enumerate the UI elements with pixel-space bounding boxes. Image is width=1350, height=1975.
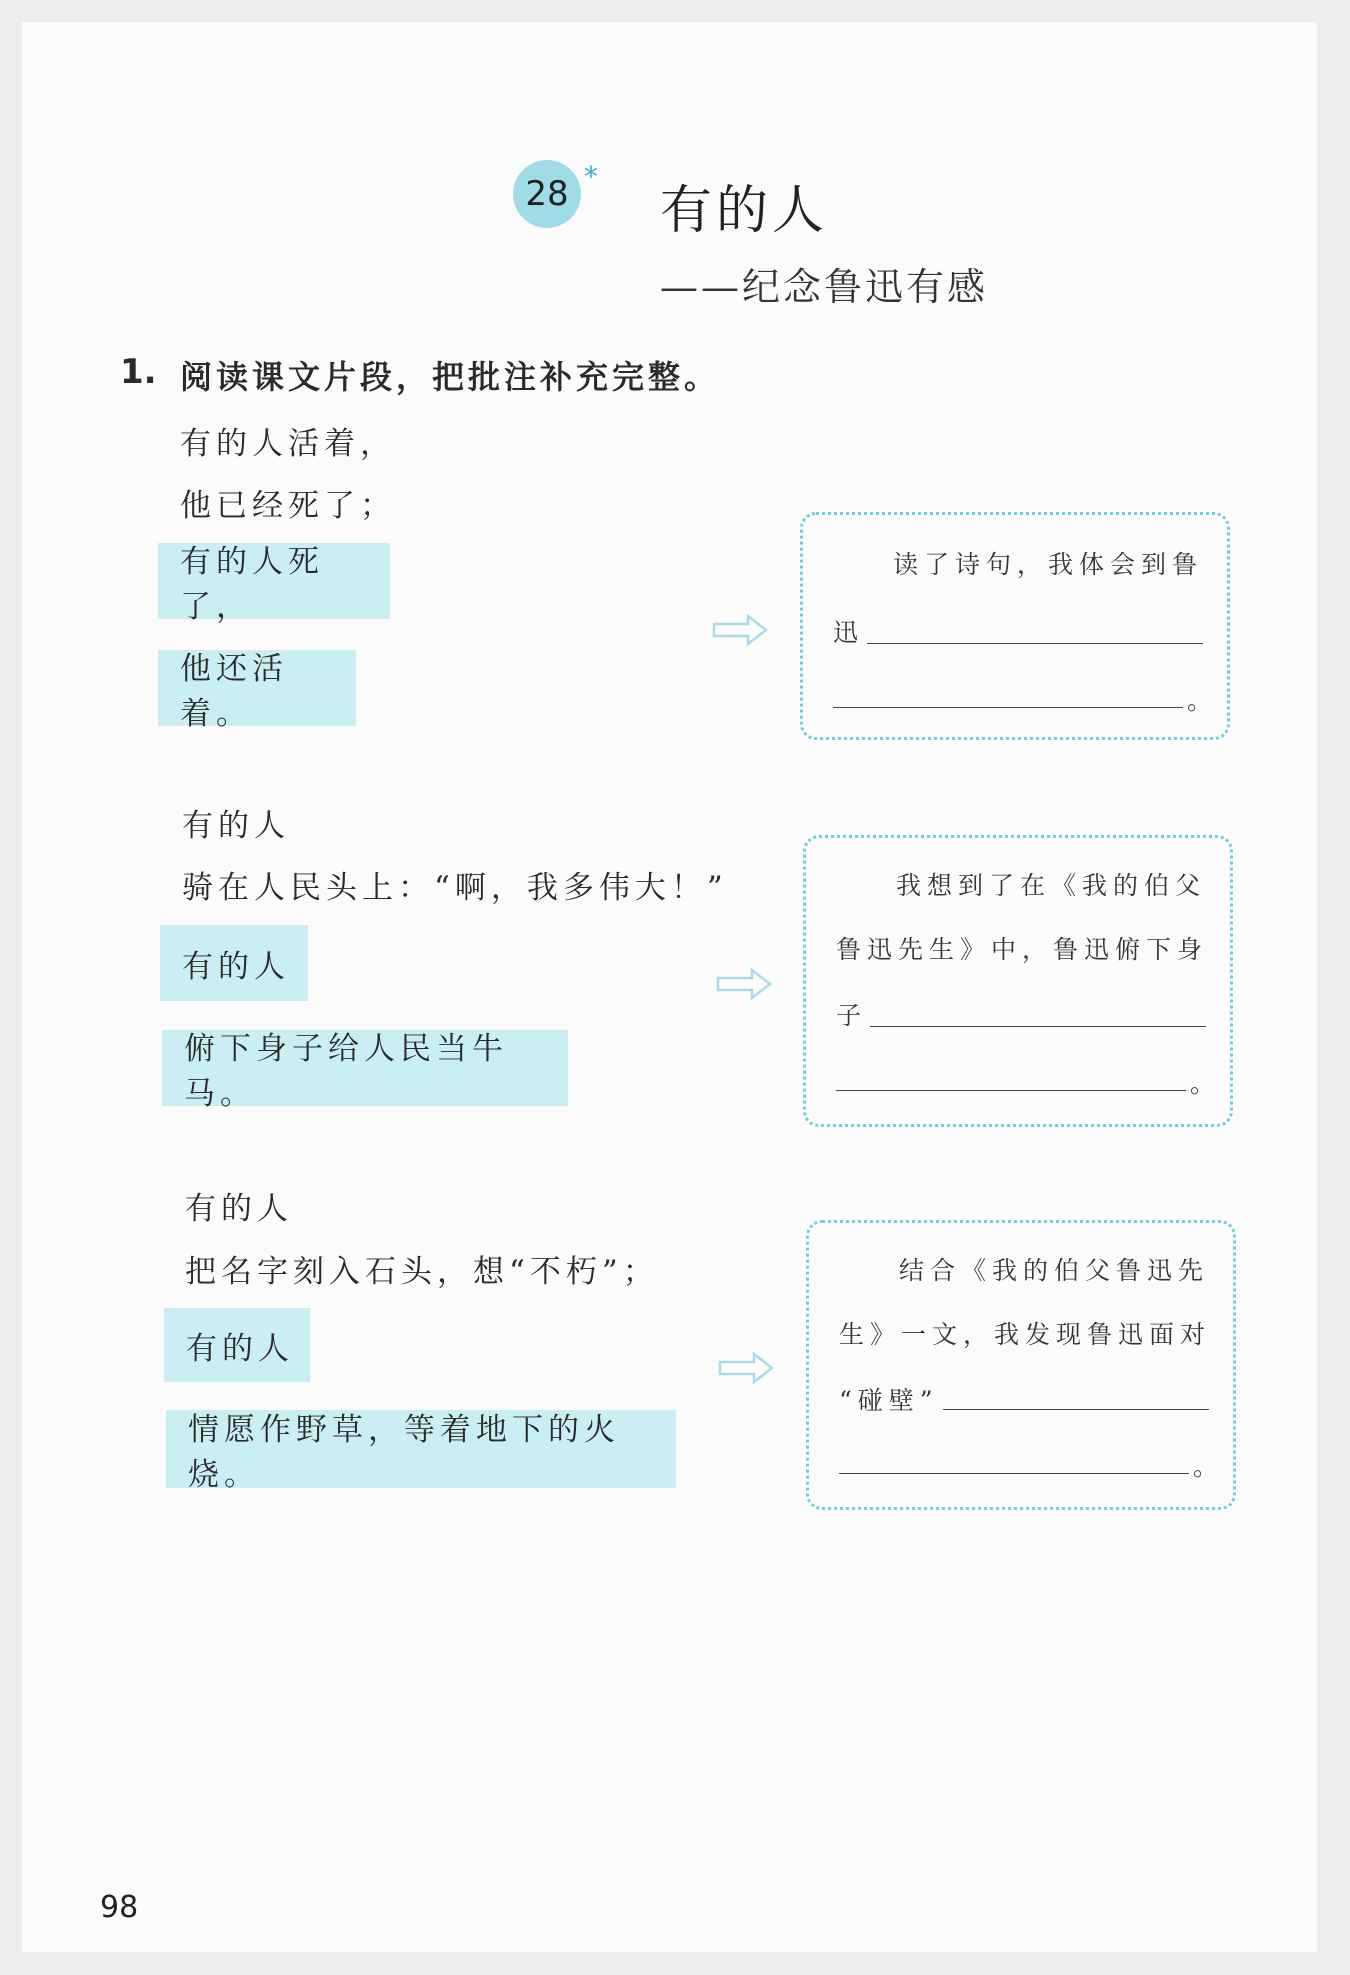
lesson-subtitle: ——纪念鲁迅有感 bbox=[660, 265, 989, 309]
answer-blank-1a[interactable] bbox=[867, 643, 1203, 644]
annotation-3-end: 。 bbox=[1193, 1452, 1225, 1481]
annotation-3-line-3: “碰壁” bbox=[839, 1386, 939, 1415]
answer-blank-2a[interactable] bbox=[870, 1026, 1206, 1027]
lesson-number-badge bbox=[513, 160, 581, 228]
arrow-icon bbox=[718, 1350, 774, 1386]
stanza-2-highlight-1: 有的人 bbox=[160, 925, 308, 1001]
page-number: 98 bbox=[100, 1890, 139, 1925]
annotation-2-end: 。 bbox=[1190, 1069, 1222, 1098]
stanza-2-line-2: 骑在人民头上：“啊，我多伟大！” bbox=[182, 870, 728, 906]
stanza-3-highlight-2: 情愿作野草，等着地下的火烧。 bbox=[166, 1410, 676, 1488]
answer-blank-2b[interactable] bbox=[836, 1090, 1186, 1091]
lesson-title: 有的人 bbox=[660, 181, 829, 241]
annotation-3-line-2: 生》一文，我发现鲁迅面对 bbox=[839, 1320, 1212, 1349]
stanza-1-highlight-2: 他还活着。 bbox=[158, 650, 356, 726]
annotation-2-line-2: 鲁迅先生》中，鲁迅俯下身 bbox=[836, 935, 1209, 964]
stanza-1-highlight-1: 有的人死了， bbox=[158, 543, 390, 619]
answer-blank-3a[interactable] bbox=[943, 1409, 1209, 1410]
annotation-2-line-3: 子 bbox=[836, 1001, 868, 1030]
stanza-2-highlight-2: 俯下身子给人民当牛马。 bbox=[162, 1030, 568, 1106]
stanza-3-line-1: 有的人 bbox=[185, 1191, 293, 1227]
annotation-2-line-1: 我想到了在《我的伯父 bbox=[896, 871, 1207, 900]
answer-blank-3b[interactable] bbox=[839, 1473, 1189, 1474]
annotation-box-3 bbox=[806, 1220, 1236, 1510]
stanza-2-line-1: 有的人 bbox=[182, 808, 290, 844]
stanza-1-line-2: 他已经死了； bbox=[180, 488, 396, 524]
answer-blank-1b[interactable] bbox=[833, 707, 1183, 708]
optional-star-icon: * bbox=[584, 160, 598, 193]
annotation-1-line-2: 迅 bbox=[833, 618, 865, 647]
stanza-1-line-1: 有的人活着， bbox=[180, 426, 396, 462]
arrow-icon bbox=[716, 966, 772, 1002]
lesson-number: 28 bbox=[525, 174, 569, 214]
arrow-icon bbox=[712, 612, 768, 648]
stanza-3-line-2: 把名字刻入石头，想“不朽”； bbox=[185, 1254, 659, 1290]
annotation-1-end: 。 bbox=[1187, 686, 1219, 715]
annotation-box-2 bbox=[803, 835, 1233, 1127]
annotation-1-line-1: 读了诗句，我体会到鲁 bbox=[893, 550, 1204, 579]
stanza-3-highlight-1: 有的人 bbox=[164, 1308, 310, 1382]
annotation-box-1 bbox=[800, 512, 1230, 740]
question-number: 1. bbox=[120, 352, 157, 392]
question-text: 阅读课文片段，把批注补充完整。 bbox=[180, 358, 721, 396]
annotation-3-line-1: 结合《我的伯父鲁迅先 bbox=[899, 1256, 1210, 1285]
